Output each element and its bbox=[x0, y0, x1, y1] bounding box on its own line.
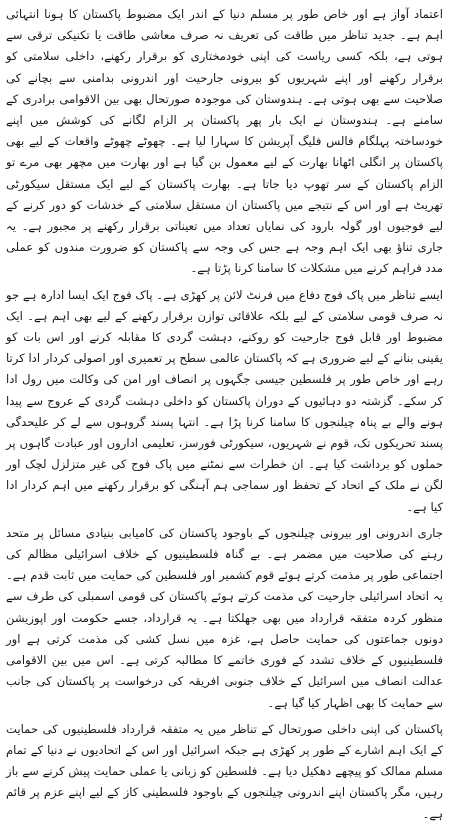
article-paragraph-4: پاکستان کی اپنی داخلی صورتحال کے تناظر میں یہ متفقہ قرارداد فلسطینیوں کی حمایت کے ایک اہم اشارے کے طور پر کھڑی ہے جبکہ اسرائیل اور اس کے اتحادیوں نے دنیا کے تمام مسلم ممالک کو پیچھے دھکیل دیا ہے۔ فلسطین کو زبانی یا عملی حمایت پیش کرنے سے باز رہیں، مگر پاکستان اپنے اندرونی چیلنجوں کے باوجود فلسطینی کاز کے لیے اپنے عزم پر قائم ہے۔ bbox=[6, 721, 443, 821]
article-paragraph-3: جاری اندرونی اور بیرونی چیلنجوں کے باوجود پاکستان کی کامیابی بنیادی مسائل پر متحد رہنے کی صلاحیت میں مضمر ہے۔ بے گناہ فلسطینیوں کے خلاف اسرائیلی مظالم کی اجتماعی طور پر مذمت کرتے ہوئے قوم کشمیر اور فلسطین کی حمایت میں ثابت قدم ہے۔ یہ اتحاد اسرائیلی جارحیت کی مذمت کرتے ہوئے پاکستان کی قومی اسمبلی کی طرف سے منظور کردہ متفقہ قرارداد میں بھی جھلکتا ہے۔ یہ قرارداد، جسے حکومت اور اپوزیشن دونوں جماعتوں کی حمایت حاصل ہے، غزہ میں نسل کشی کی مذمت کرتی ہے اور فلسطینیوں کے خلاف تشدد کے فوری خاتمے کا مطالبہ کرتی ہے۔ اس میں بین الاقوامی عدالت انصاف میں اسرائیل کے خلاف جنوبی افریقہ کی درخواست پر پاکستان کی جانب سے حمایت کا بھی اظہار کیا گیا ہے۔ bbox=[6, 525, 443, 710]
article-paragraph-1: اعتماد آواز ہے اور خاص طور پر مسلم دنیا کے اندر ایک مضبوط پاکستان کا ہونا انتہائی اہم ہے۔ جدید تناظر میں طاقت کی تعریف نہ صرف معاشی طاقت یا تکنیکی ترقی سے ہوتی ہے، بلکہ کسی ریاست کی اپنی خودمختاری کو برقرار رکھنے، داخلی سلامتی کو برقرار رکھنے اور اپنے شہریوں کو بیرونی جارحیت اور اندرونی بدامنی سے بچانے کی صلاحیت سے بھی ہوتی ہے۔ ہندوستان کی موجودہ صورتحال بھی بین الاقوامی برادری کے سامنے ہے۔ ہندوستان نے ایک بار پھر پاکستان پر الزام لگانے کی کوشش میں اپنے خودساختہ پہلگام فالس فلیگ آپریشن کا سہارا لیا ہے۔ چھوٹے چھوٹے واقعات کے لیے بھی پاکستان پر انگلی اٹھانا بھارت کے لیے معمول بن گیا ہے اور بھارت میں مچھر بھی مرے تو الزام پاکستان کے سر تھوپ دیا جاتا ہے۔ بھارت پاکستان کے لیے ایک مستقل سیکورٹی تھریٹ ہے اور اس کے نتیجے میں پاکستان ان مستقل سلامتی کے خدشات کو دور کرنے کے لیے فوجیوں اور گولہ بارود کی نمایاں تعداد میں تعیناتی برقرار رکھنے پر مجبور ہے۔ یہ جاری تناؤ بھی ایک اہم وجہ ہے جس کی وجہ سے پاکستان کو ضرورت مندوں کو عملی مدد فراہم کرنے میں مشکلات کا سامنا کرنا پڑتا ہے۔ bbox=[6, 7, 443, 276]
article-body bbox=[6, 4, 443, 821]
article-paragraph-2: ایسے تناظر میں پاک فوج دفاع میں فرنٹ لائن پر کھڑی ہے۔ پاک فوج ایک ایسا ادارہ ہے جو نہ صرف قومی سلامتی کے لیے بلکہ علاقائی توازن برقرار رکھنے کے لیے بھی اہم ہے۔ ایک مضبوط اور قابل فوج جارحیت کو روکنے، دہشت گردی کا مقابلہ کرنے اور اس بات کو یقینی بنانے کے لیے ضروری ہے کہ پاکستان عالمی سطح پر تعمیری اور اصولی کردار ادا کرتا رہے اور خاص طور پر فلسطین جیسی جگہوں پر انصاف اور امن کی وکالت میں رول ادا کر سکے۔ گزشتہ دو دہائیوں کے دوران پاکستان کو داخلی دہشت گردی کے عروج سے پیدا ہونے والے بے پناہ چیلنجوں کا سامنا کرنا پڑا ہے۔ انتہا پسند گروہوں سے لے کر علیحدگی پسند تحریکوں تک، قوم نے شہریوں، سیکورٹی فورسز، تعلیمی اداروں اور عبادت گاہوں پر حملوں کو برداشت کیا ہے۔ ان خطرات سے نمٹنے میں پاک فوج کی غیر متزلزل لچک اور لگن نے ملک کے اتحاد کے تحفظ اور سماجی ہم آہنگی کو برقرار رکھنے میں اہم کردار ادا کیا ہے۔ bbox=[6, 287, 443, 514]
